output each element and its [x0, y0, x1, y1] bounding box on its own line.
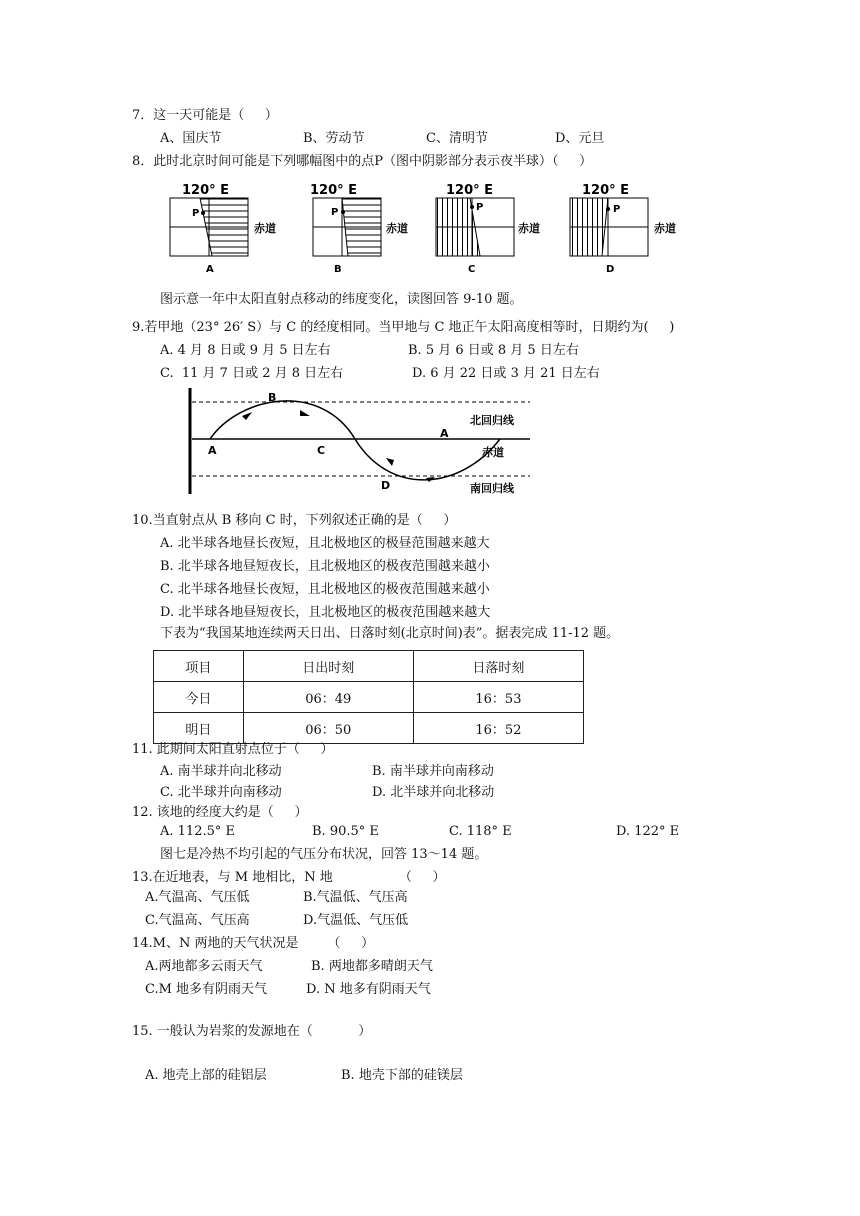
q8-c-equator: 赤道	[518, 222, 540, 235]
q14-option-c: C.M 地多有阴雨天气	[145, 982, 268, 997]
wave-point-a1: A	[208, 444, 217, 457]
table-header: 项目	[154, 651, 244, 682]
q8-b-p: P	[331, 207, 339, 218]
q10-option-c: C. 北半球各地昼长夜短，且北极地区的极夜范围越来越小	[160, 582, 490, 597]
q8-b-equator: 赤道	[386, 222, 408, 235]
q9-option-a: A. 4 月 8 日或 9 月 5 日左右	[160, 343, 331, 358]
q8-a-p: P	[192, 208, 200, 219]
q11-option-a: A. 南半球并向北移动	[160, 764, 282, 779]
q8-a-lon-label: 120° E	[182, 183, 230, 198]
q14-stem: 14.M、N 两地的天气状况是 （ ）	[132, 936, 375, 951]
q7-option-a: A、国庆节	[160, 131, 222, 146]
q11-stem: 11. 此期间太阳直射点位于（ ）	[132, 742, 334, 757]
table-row	[154, 682, 584, 713]
q8-panel-d	[570, 183, 676, 275]
q14-option-a: A.两地都多云雨天气	[145, 959, 263, 974]
q8-panel-b	[310, 183, 408, 275]
q10-stem: 10.当直射点从 B 移向 C 时，下列叙述正确的是（ ）	[132, 513, 457, 528]
q13-option-a: A.气温高、气压低	[145, 890, 250, 905]
wave-label-tropic-south: 南回归线	[470, 482, 514, 495]
q7-option-c: C、清明节	[426, 131, 488, 146]
q8-figure	[150, 178, 710, 278]
q11-option-c: C. 北半球并向南移动	[160, 785, 282, 800]
sunrise-sunset-table	[153, 650, 584, 744]
q8-a-equator: 赤道	[254, 222, 276, 235]
q15-stem: 15. 一般认为岩浆的发源地在（ ）	[132, 1024, 372, 1039]
table-cell: 06：50	[243, 713, 413, 744]
q8-b-label: B	[334, 264, 342, 275]
q8-d-p: P	[613, 204, 621, 215]
q8-a-label: A	[206, 264, 214, 275]
q7-option-d: D、元旦	[555, 131, 605, 146]
wave-label-tropic-north: 北回归线	[470, 414, 514, 427]
q13-option-d: D.气温低、气压低	[303, 913, 409, 928]
q14-option-b: B. 两地都多晴朗天气	[311, 959, 433, 974]
q8-c-label: C	[468, 264, 476, 275]
q15-option-a: A. 地壳上部的硅铝层	[145, 1068, 267, 1083]
table-header-row	[154, 651, 584, 682]
q8-c-lon-label: 120° E	[446, 183, 494, 198]
q10-option-d: D. 北半球各地昼短夜长，且北极地区的极夜范围越来越大	[160, 605, 491, 620]
q7-option-b: B、劳动节	[303, 131, 365, 146]
table-cell: 16：53	[413, 682, 583, 713]
intro-9-10: 图示意一年中太阳直射点移动的纬度变化，读图回答 9-10 题。	[160, 292, 523, 307]
q12-option-b: B. 90.5° E	[312, 824, 379, 839]
q8-d-equator: 赤道	[654, 222, 676, 235]
intro-13-14: 图七是冷热不均引起的气压分布状况，回答 13～14 题。	[160, 847, 488, 862]
q12-option-a: A. 112.5° E	[160, 824, 235, 839]
wave-point-d: D	[381, 479, 391, 492]
q11-option-b: B. 南半球并向南移动	[372, 764, 494, 779]
q8-b-lon-label: 120° E	[310, 183, 358, 198]
wave-point-b: B	[268, 391, 277, 404]
q14-option-d: D. N 地多有阴雨天气	[306, 982, 431, 997]
q8-stem: 8．此时北京时间可能是下列哪幅图中的点P（图中阴影部分表示夜半球）（ ）	[132, 154, 593, 169]
wave-point-a2: A	[440, 427, 449, 440]
table-header: 日落时刻	[413, 651, 583, 682]
q12-stem: 12. 该地的经度大约是（ ）	[132, 805, 308, 820]
q8-d-lon-label: 120° E	[582, 183, 630, 198]
table-cell: 06：49	[243, 682, 413, 713]
q9-stem: 9.若甲地（23° 26′ S）与 C 的经度相同。当甲地与 C 地正午太阳高度相等时，日期约为( )	[132, 320, 675, 335]
q8-d-label: D	[606, 264, 615, 275]
wave-label-equator: 赤道	[482, 446, 504, 459]
q9-option-d: D. 6 月 22 日或 3 月 21 日左右	[412, 366, 600, 381]
q12-option-d: D. 122° E	[616, 824, 680, 839]
q9-option-c: C. 11 月 7 日或 2 月 8 日左右	[160, 366, 344, 381]
q12-option-c: C. 118° E	[449, 824, 512, 839]
intro-11-12: 下表为“我国某地连续两天日出、日落时刻(北京时间)表”。据表完成 11-12 题。	[160, 626, 620, 641]
wave-point-c: C	[317, 444, 326, 457]
q13-stem: 13.在近地表，与 M 地相比，N 地 （ ）	[132, 870, 446, 885]
table-header: 日出时刻	[243, 651, 413, 682]
q8-panel-c	[436, 183, 540, 275]
q13-option-b: B.气温低、气压高	[303, 890, 408, 905]
q10-option-b: B. 北半球各地昼短夜长，且北极地区的极夜范围越来越小	[160, 559, 490, 574]
table-cell: 16：52	[413, 713, 583, 744]
q9-option-b: B. 5 月 6 日或 8 月 5 日左右	[408, 343, 579, 358]
q7-stem: 7．这一天可能是（ ）	[132, 108, 278, 123]
q13-option-c: C.气温高、气压高	[145, 913, 250, 928]
solar-path-figure	[180, 386, 540, 498]
table-cell: 明日	[154, 713, 244, 744]
q10-option-a: A. 北半球各地昼长夜短，且北极地区的极昼范围越来越大	[160, 536, 490, 551]
q8-panel-a	[170, 183, 276, 275]
q11-option-d: D. 北半球并向北移动	[372, 785, 495, 800]
q8-c-p: P	[476, 202, 484, 213]
q15-option-b: B. 地壳下部的硅镁层	[341, 1068, 463, 1083]
table-cell: 今日	[154, 682, 244, 713]
table-row	[154, 713, 584, 744]
